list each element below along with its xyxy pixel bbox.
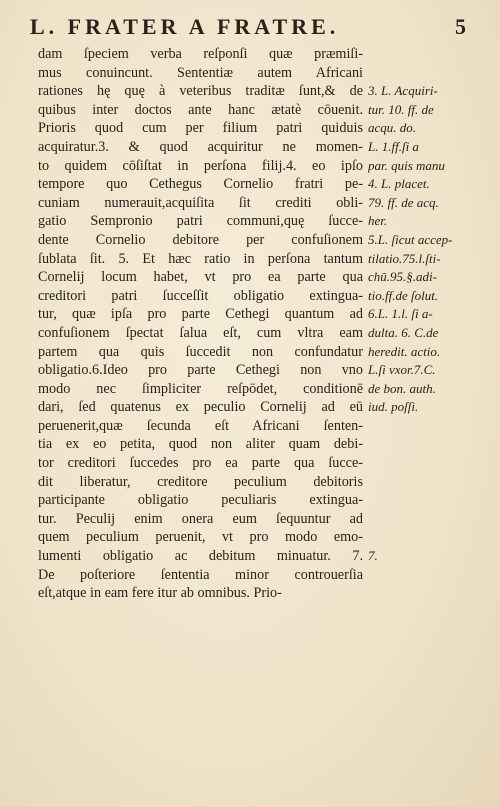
text-line: dente Cornelio debitore per confuſionem xyxy=(38,231,363,248)
text-line: eſt,atque in eam fere itur ab omnibus. Prio- xyxy=(38,585,282,602)
header-title: L. FRATER A FRATRE. xyxy=(30,14,340,39)
text-line: mus conuincunt. Sententiæ autem Africani xyxy=(38,64,363,81)
text-line: ſublata ſit. 5. Et hæc ratio in perſona tantum xyxy=(38,250,363,267)
text-line: Cornelij locum habet, vt pro ea parte qua xyxy=(38,269,363,286)
text-line: gatio Sempronio patri communi,quę ſucce- xyxy=(38,213,363,230)
text-line: De poſteriore ſententia minor controuerſia xyxy=(38,566,363,583)
text-line: Prioris quod cum per filium patri quiduis xyxy=(38,120,363,137)
margin-note xyxy=(368,528,493,547)
margin-note: acqu. do. xyxy=(368,120,417,136)
text-line: peruenerit,quæ ſecunda eſt Africani ſenten- xyxy=(38,417,363,434)
margin-note: heredit. actio. xyxy=(368,343,441,359)
text-line: tor creditori ſuccedes pro ea parte qua ſucce- xyxy=(38,455,363,472)
margin-note: tilatio.75.l.ſti- xyxy=(368,250,441,266)
margin-note xyxy=(368,473,493,492)
text-line: dam ſpeciem verba reſponſi quæ præmiſi- xyxy=(38,46,363,62)
margin-note xyxy=(368,64,493,83)
margin-note: 4. L. placet. xyxy=(368,176,430,192)
margin-note: L. 1.ff.ſi a xyxy=(368,138,419,154)
margin-note xyxy=(368,45,493,64)
text-line: lumenti obligatio ac debitum minuatur. 7. xyxy=(38,548,363,565)
text-line: rationes hę quę à veteribus traditæ ſunt,& de xyxy=(38,83,363,100)
text-line: obligatio.6.Ideo pro parte Cethegi non vno xyxy=(38,362,363,379)
margin-notes-column xyxy=(368,45,493,566)
text-line: dit liberatur, creditore peculium debitoris xyxy=(38,473,363,490)
margin-note xyxy=(368,417,493,436)
text-line: tur. Peculij enim onera eum ſequuntur ad xyxy=(38,510,363,527)
margin-note: 5.L. ſicut accep- xyxy=(368,231,453,247)
main-text-column xyxy=(38,45,363,603)
text-line: quem peculium peruenit, vt pro modo emo- xyxy=(38,529,363,546)
text-line: quibus inter doctos ante hanc ætatè cōuenit. xyxy=(38,101,363,118)
text-line: tempore quo Cethegus Cornelio fratri pe- xyxy=(38,176,363,193)
text-line: tia ex eo petita, quod non aliter quam debi- xyxy=(38,436,363,453)
margin-note xyxy=(368,510,493,529)
margin-note: de bon. auth. xyxy=(368,380,436,396)
margin-note: 7. xyxy=(368,548,378,564)
text-line: confuſionem ſpectat ſalua eſt, cum vltra eam xyxy=(38,324,363,341)
text-line: acquiratur.3. & quod acquiritur ne momen- xyxy=(38,138,363,155)
text-line: to quidem cōſiſtat in perſona filij.4. eo ipſo xyxy=(38,157,363,174)
margin-note: chū.95.§.adi- xyxy=(368,269,437,285)
margin-note: iud. poſſi. xyxy=(368,399,419,415)
margin-note: 79. ff. de acq. xyxy=(368,194,439,210)
text-line: partem qua quis ſuccedit non confundatur xyxy=(38,343,363,360)
margin-note: 6.L. 1.l. ſi a- xyxy=(368,306,433,322)
margin-note xyxy=(368,491,493,510)
margin-note xyxy=(368,435,493,454)
text-line: tur, quæ ipſa pro parte Cethegi quantum ad xyxy=(38,306,363,323)
margin-note: her. xyxy=(368,213,388,229)
text-line: dari, ſed quatenus ex peculio Cornelij ad eū xyxy=(38,399,363,416)
margin-note xyxy=(368,454,493,473)
running-header xyxy=(30,14,470,42)
text-line: participante obligatio peculiaris extingua- xyxy=(38,492,363,509)
margin-note: dulta. 6. C.de xyxy=(368,324,439,340)
text-line: creditori patri ſucceſſit obligatio extingua- xyxy=(38,287,363,304)
margin-note: 3. L. Acquiri- xyxy=(368,83,438,99)
margin-note: L.ſi vxor.7.C. xyxy=(368,362,436,378)
margin-note: par. quis manu xyxy=(368,157,445,173)
text-line: modo nec ſimpliciter reſpōdet, conditionē xyxy=(38,380,363,397)
margin-note: tio.ff.de ſolut. xyxy=(368,287,439,303)
margin-note: tur. 10. ff. de xyxy=(368,101,434,117)
text-line: cuniam numerauit,acquiſita ſit crediti obli- xyxy=(38,194,363,211)
page-number: 5 xyxy=(455,14,470,39)
